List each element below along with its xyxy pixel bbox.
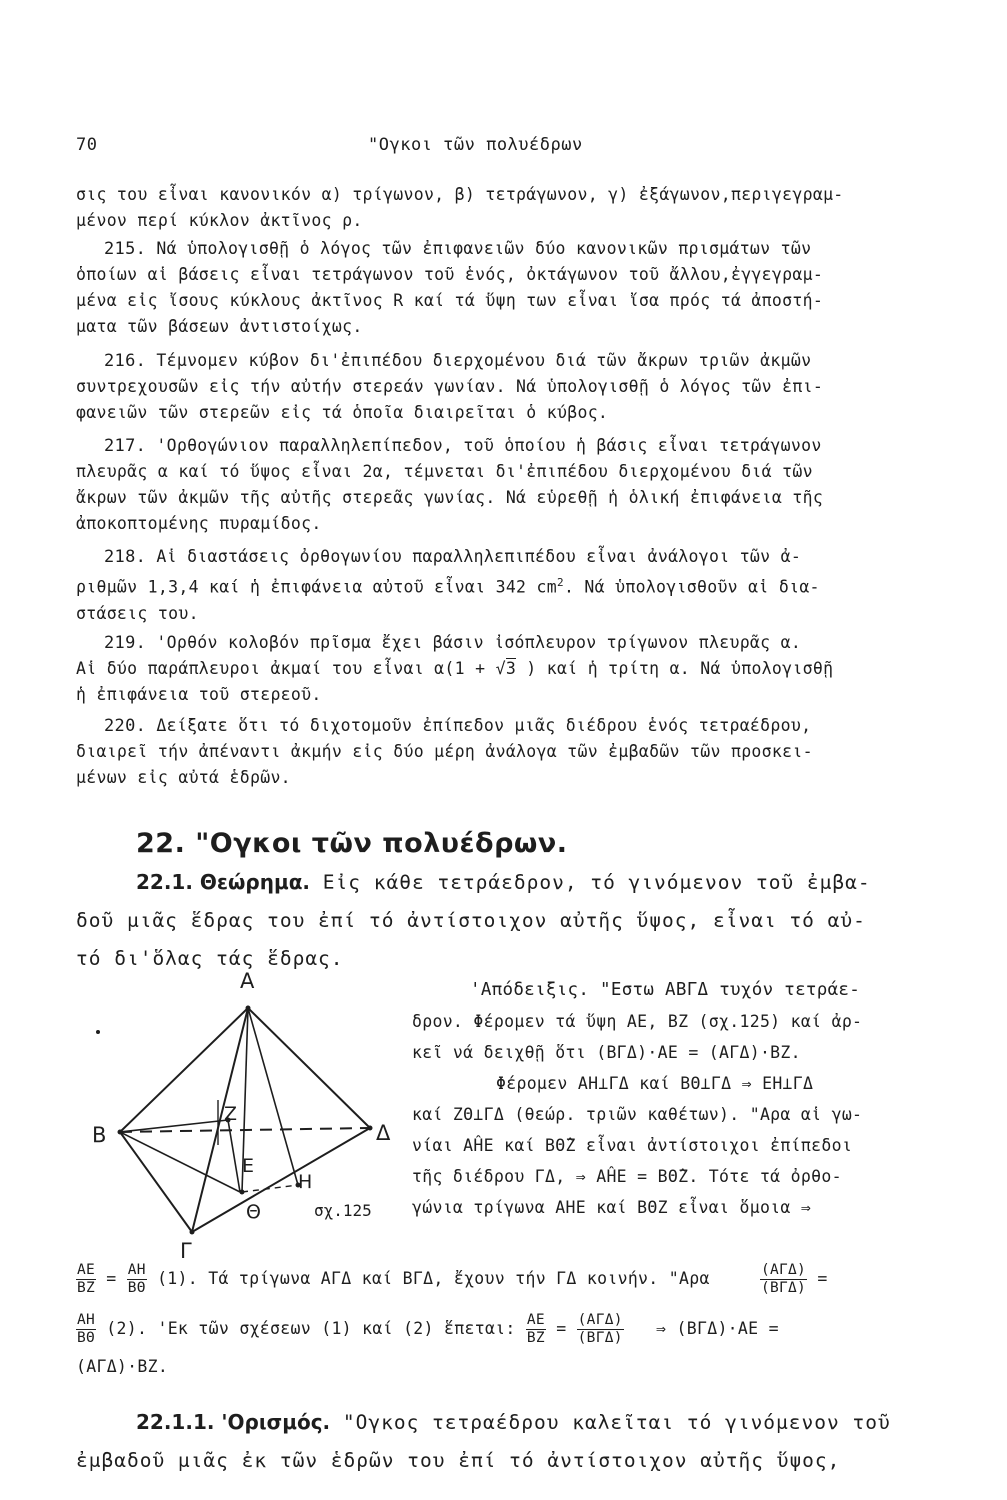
equation-row-2: $\frac{AH}{B\Theta}$ (2). 'Εκ τῶν σχέσεων (1) καί (2) ἕπεται: $\frac{AE}{BZ}$ = $\frac{\text{(ΑΓΔ)}}{\text{(ΒΓΔ)}}$ ⇒ (ΒΓΔ)·ΑΕ = [77, 1312, 779, 1346]
problem-number: 215. [104, 239, 147, 259]
label-H: Η [298, 1171, 313, 1193]
problem-number: 220. [104, 716, 147, 736]
vertex-B [118, 1130, 123, 1135]
text-line: μένον περί κύκλον ἀκτῖνος ρ. [76, 211, 363, 230]
text-line: κεῖ νά δειχθῇ ὅτι (ΒΓΔ)·ΑΕ = (ΑΓΔ)·ΒΖ. [412, 1043, 801, 1062]
edge-AG [192, 1008, 248, 1232]
text-line: μένα εἰς ἴσους κύκλους ἀκτῖνος R καί τά ὕψη των εἶναι ἴσα πρός τά ἀποστή- [76, 291, 824, 310]
text-line: σις του εἶναι κανονικόν α) τρίγωνον, β) τετράγωνον, γ) ἐξάγωνον,περιγεγραμ- [76, 185, 844, 204]
problem-216 [76, 348, 950, 426]
problem-number: 219. [104, 633, 147, 653]
problem-220 [76, 713, 950, 791]
sqrt-symbol: √ [495, 659, 506, 678]
label-A: Α [240, 969, 255, 993]
label-E: Ε [242, 1155, 255, 1177]
fraction: $\frac{AE}{BZ}$ [77, 1262, 96, 1296]
page-number: 70 [76, 135, 98, 155]
segment-ZTh [228, 1120, 240, 1192]
text-line: ) καί ἡ τρίτη α. Νά ὑπολογισθῇ [526, 659, 834, 678]
text-line: Δείξατε ὅτι τό διχοτομοῦν ἐπίπεδον μιᾶς διέδρου ἑνός τετραέδρου, [156, 716, 812, 735]
text-line: τό δι'ὅλας τάς ἕδρας. [76, 947, 344, 970]
text-line: "Ογκος τετραέδρου καλεῖται τό γινόμενον τοῦ [342, 1411, 891, 1434]
theorem-label: 22.1. Θεώρημα. [136, 870, 311, 894]
text-line: διαιρεῖ τήν ἀπέναντι ἀκμήν εἰς δύο μέρη ἀνάλογα τῶν ἐμβαδῶν τῶν προσκει- [76, 742, 813, 761]
text-line: ὁποίων αἱ βάσεις εἶναι τετράγωνον τοῦ ἑνός, ὀκτάγωνον τοῦ ἄλλου,ἐγγεγραμ- [76, 265, 824, 284]
text-line: Νά ὑπολογισθῇ ὁ λόγος τῶν ἐπιφανειῶν δύο κανονικῶν πρισμάτων τῶν [156, 239, 812, 258]
text-line: (2). 'Εκ τῶν σχέσεων (1) καί (2) ἕπεται: [106, 1319, 516, 1338]
text-line: Εἰς κάθε τετράεδρον, τό γινόμενον τοῦ ἐμβα- [322, 871, 871, 894]
segment-AH [248, 1008, 298, 1185]
fraction: $\frac{\text{(ΑΓΔ)}}{\text{(ΒΓΔ)}}$ [760, 1262, 807, 1296]
text-line: γώνια τρίγωνα ΑΗΕ καί ΒΘΖ εἶναι ὅμοια ⇒ [412, 1198, 812, 1217]
text-line: πλευρᾶς α καί τό ὕψος εἶναι 2α, τέμνεται δι'ἐπιπέδου διερχομένου διά τῶν [76, 462, 813, 481]
label-B: Β [92, 1123, 107, 1147]
edge-BG [120, 1132, 192, 1232]
text-line: δοῦ μιᾶς ἕδρας του ἐπί τό ἀντίστοιχον αὐτῆς ὕψος, εἶναι τό αὐ- [76, 909, 866, 932]
text-line: φανειῶν τῶν στερεῶν εἰς τά ὁποῖα διαιρεῖται ὁ κύβος. [76, 403, 609, 422]
text-line: ματα τῶν βάσεων ἀντιστοίχως. [76, 317, 363, 336]
text-line: στάσεις του. [76, 603, 199, 623]
fraction: $\frac{AH}{B\Theta}$ [127, 1262, 146, 1296]
running-title: "Ογκοι τῶν πολυέδρων [368, 135, 583, 155]
dot-mark [96, 1030, 100, 1034]
fraction: $\frac{AH}{B\Theta}$ [77, 1312, 96, 1346]
label-G: Γ [180, 1239, 192, 1263]
definition-label: 22.1.1. 'Ορισμός. [136, 1410, 331, 1434]
text-line: τῆς διέδρου ΓΔ, ⇒ ΑĤΕ = ΒΘ̂Ζ. Τότε τά ὀρθο- [412, 1167, 842, 1186]
text-line: ἀποκοπτομένης πυραμίδος. [76, 514, 322, 533]
text-line: (1). Τά τρίγωνα ΑΓΔ καί ΒΓΔ, ἔχουν τήν ΓΔ κοινήν. "Αρα [157, 1269, 710, 1288]
tetrahedron-figure [80, 960, 410, 1270]
problem-number: 216. [104, 351, 147, 371]
text-line: ριθμῶν 1,3,4 καί ἡ ἐπιφάνεια αὐτοῦ εἶναι 342 cm [76, 577, 557, 597]
problem-215 [76, 236, 950, 340]
text-line: ἐμβαδοῦ μιᾶς ἐκ τῶν ἑδρῶν του ἐπί τό ἀντίστοιχον αὐτῆς ὕψος, [76, 1449, 841, 1472]
definition [76, 1403, 952, 1480]
text-line: Αἱ διαστάσεις ὀρθογωνίου παραλληλεπιπέδου εἶναι ἀνάλογοι τῶν ἀ- [156, 547, 802, 566]
superscript: 2 [557, 576, 564, 589]
text-line: Φέρομεν ΑΗ⊥ΓΔ καί ΒΘ⊥ΓΔ ⇒ ΕΗ⊥ΓΔ [496, 1074, 814, 1093]
text-line: καί ΖΘ⊥ΓΔ (θεώρ. τριῶν καθέτων). "Αρα αἱ γω- [412, 1105, 863, 1124]
fraction: $\frac{AE}{BZ}$ [526, 1312, 545, 1346]
text-line: . Νά ὑπολογισθοῦν αἱ δια- [563, 577, 820, 597]
problem-intro [76, 182, 950, 234]
text-line: 'Απόδειξις. "Εστω ΑΒΓΔ τυχόν τετράε- [470, 980, 861, 1000]
text-line: ⇒ (ΒΓΔ)·ΑΕ = [656, 1319, 779, 1338]
equation-row-3: (ΑΓΔ)·ΒΖ. [76, 1357, 169, 1376]
figure-caption: σχ.125 [314, 1201, 372, 1220]
text-line: μένων εἰς αὐτά ἑδρῶν. [76, 768, 291, 787]
text-line: δρον. Φέρομεν τά ὕψη ΑΕ, ΒΖ (σχ.125) καί ἀρ- [412, 1012, 863, 1031]
fraction: $\frac{\text{(ΑΓΔ)}}{\text{(ΒΓΔ)}}$ [577, 1312, 623, 1346]
label-Th: Θ [246, 1201, 261, 1223]
text-line: συντρεχουσῶν εἰς τήν αὐτήν στερεάν γωνίαν. Νά ὑπολογισθῇ ὁ λόγος τῶν ἐπι- [76, 377, 824, 396]
label-D: Δ [376, 1121, 391, 1145]
problem-number: 217. [104, 436, 147, 456]
problem-number: 218. [104, 547, 147, 567]
text-line: ἄκρων τῶν ἀκμῶν τῆς αὐτῆς στερεᾶς γωνίας. Νά εὑρεθῇ ἡ ὁλική ἐπιφάνεια τῆς [76, 488, 824, 507]
problem-219 [76, 630, 950, 708]
problem-218 [76, 544, 950, 627]
equation-row-1: $\frac{AE}{BZ}$ = $\frac{AH}{B\Theta}$ (1). Τά τρίγωνα ΑΓΔ καί ΒΓΔ, ἔχουν τήν ΓΔ κοινήν. "Αρα $\frac{\text{(ΑΓΔ)}}{\text{(ΒΓΔ)}}$ = [77, 1262, 828, 1296]
text-line: νίαι ΑĤΕ καί ΒΘ̂Ζ εἶναι ἀντίστοιχοι ἐπίπεδοι [412, 1136, 853, 1155]
text-line: Τέμνομεν κύβον δι'ἐπιπέδου διερχομένου διά τῶν ἄκρων τριῶν ἀκμῶν [156, 351, 812, 370]
text-line: 'Ορθόν κολοβόν πρῖσμα ἔχει βάσιν ἰσόπλευρον τρίγωνον πλευρᾶς α. [156, 633, 802, 652]
text-line: 'Ορθογώνιον παραλληλεπίπεδον, τοῦ ὁποίου ἡ βάσις εἶναι τετράγωνον [156, 436, 822, 455]
vertex-A [246, 1006, 251, 1011]
sqrt-radicand: 3 [505, 659, 517, 678]
problem-217 [76, 433, 950, 537]
edge-AD [248, 1008, 370, 1128]
point-Th [240, 1190, 245, 1195]
proof-column [412, 975, 952, 1223]
text-line: ἡ ἐπιφάνεια τοῦ στερεοῦ. [76, 685, 322, 704]
vertex-G [190, 1230, 195, 1235]
text-line: Αἱ δύο παράπλευροι ἀκμαί του εἶναι α(1 + [76, 659, 496, 678]
vertex-D [368, 1126, 373, 1131]
label-Z: Ζ [224, 1103, 238, 1125]
section-title: 22. "Ογκοι τῶν πολυέδρων. [136, 828, 568, 859]
segment-BTh [120, 1132, 240, 1192]
